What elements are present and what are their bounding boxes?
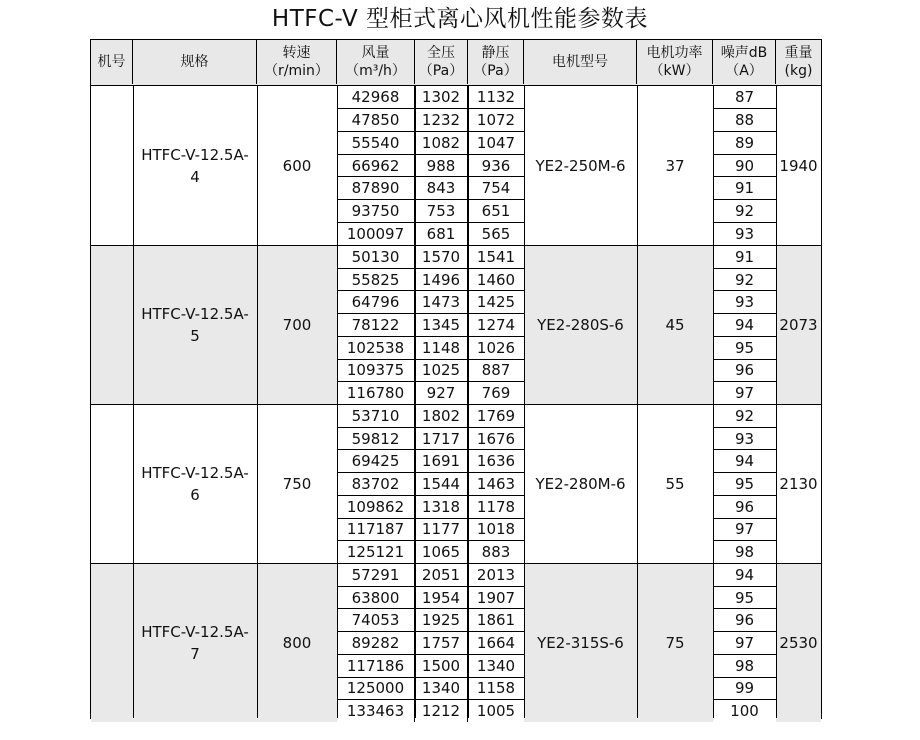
table-row — [337, 541, 524, 563]
spec-cell: HTFC-V-12.5A- 6 — [141, 464, 249, 504]
static-pressure-cell: 565 — [468, 223, 524, 245]
table-row — [713, 269, 776, 292]
header-airflow — [337, 40, 415, 84]
motor-model-cell: YE2-280S-6 — [537, 316, 624, 334]
header-speed-unit: （r/min） — [264, 63, 329, 79]
noise-cell: 92 — [713, 200, 776, 222]
table-row — [337, 632, 524, 655]
header-spec — [133, 40, 257, 84]
performance-points — [337, 405, 524, 563]
static-pressure-cell: 651 — [468, 200, 524, 222]
total-pressure-cell: 1318 — [415, 496, 468, 518]
airflow-cell: 117186 — [337, 655, 415, 677]
static-pressure-cell: 1769 — [468, 405, 524, 427]
speed-cell: 700 — [282, 316, 312, 334]
airflow-cell: 89282 — [337, 632, 415, 654]
header-noise — [713, 40, 776, 84]
static-pressure-cell: 1158 — [468, 678, 524, 700]
static-pressure-cell: 1463 — [468, 473, 524, 495]
airflow-cell: 50130 — [337, 246, 415, 268]
table-row — [337, 700, 524, 722]
airflow-cell: 63800 — [337, 587, 415, 609]
static-pressure-cell: 1907 — [468, 587, 524, 609]
column-divider — [468, 86, 469, 718]
static-pressure-cell: 1861 — [468, 609, 524, 631]
table-row — [337, 519, 524, 542]
airflow-cell: 42968 — [337, 86, 415, 108]
noise-cell: 95 — [713, 473, 776, 495]
noise-cell: 96 — [713, 360, 776, 382]
spec-cell: HTFC-V-12.5A- 4 — [141, 145, 249, 186]
total-pressure-cell: 1345 — [415, 314, 468, 336]
table-row — [713, 428, 776, 451]
table-header — [91, 40, 821, 86]
table-row — [713, 86, 776, 109]
noise-cell: 93 — [713, 291, 776, 313]
model-group — [91, 404, 821, 563]
weight-cell: 2073 — [779, 316, 818, 334]
table-row — [713, 246, 776, 269]
table-row — [713, 155, 776, 178]
motor-power-cell: 37 — [665, 156, 685, 175]
table-row — [337, 428, 524, 451]
header-total-pressure-unit: （Pa） — [418, 63, 464, 79]
total-pressure-cell: 843 — [415, 177, 468, 199]
table-row — [713, 473, 776, 496]
table-row — [713, 291, 776, 314]
motor-power-cell: 55 — [665, 475, 685, 493]
header-static-pressure-unit: （Pa） — [473, 63, 518, 79]
total-pressure-cell: 1544 — [415, 473, 468, 495]
noise-cell: 97 — [713, 519, 776, 541]
header-noise-label: 噪声dB — [720, 45, 768, 61]
static-pressure-cell: 1005 — [468, 700, 524, 722]
total-pressure-cell: 988 — [415, 155, 468, 177]
table-row — [337, 337, 524, 360]
airflow-cell: 55540 — [337, 132, 415, 154]
static-pressure-cell: 1026 — [468, 337, 524, 359]
total-pressure-cell: 1954 — [415, 587, 468, 609]
header-motor-power-unit: （kW） — [649, 63, 700, 79]
header-static-pressure-label: 静压 — [481, 45, 510, 61]
column-divider — [257, 86, 258, 718]
table-row — [713, 678, 776, 701]
column-divider — [133, 86, 134, 718]
table-row — [713, 405, 776, 428]
table-row — [337, 405, 524, 428]
noise-cell: 93 — [713, 428, 776, 450]
noise-cell: 96 — [713, 496, 776, 518]
total-pressure-cell: 1340 — [415, 678, 468, 700]
column-divider — [337, 86, 338, 718]
model-group — [91, 245, 821, 404]
airflow-cell: 64796 — [337, 291, 415, 313]
table-row — [337, 269, 524, 292]
table-row — [337, 246, 524, 269]
total-pressure-cell: 1148 — [415, 337, 468, 359]
noise-cell: 94 — [713, 564, 776, 586]
airflow-cell: 59812 — [337, 428, 415, 450]
speed-cell: 750 — [282, 475, 312, 493]
header-motor-power-label: 电机功率 — [646, 45, 703, 61]
header-total-pressure — [415, 40, 468, 84]
static-pressure-cell: 883 — [468, 541, 524, 563]
header-speed-label: 转速 — [282, 45, 311, 61]
motor-power-cell: 45 — [665, 316, 685, 334]
table-row — [337, 177, 524, 200]
motor-model-cell: YE2-315S-6 — [537, 634, 624, 652]
airflow-cell: 109375 — [337, 360, 415, 382]
noise-points — [713, 86, 776, 245]
static-pressure-cell: 1274 — [468, 314, 524, 336]
total-pressure-cell: 1802 — [415, 405, 468, 427]
total-pressure-cell: 1065 — [415, 541, 468, 563]
table-row — [337, 314, 524, 337]
table-row — [713, 450, 776, 473]
noise-cell: 93 — [713, 223, 776, 245]
airflow-cell: 57291 — [337, 564, 415, 586]
table-row — [713, 382, 776, 404]
airflow-cell: 78122 — [337, 314, 415, 336]
table-row — [713, 541, 776, 563]
total-pressure-cell: 1496 — [415, 269, 468, 291]
speed-cell: 600 — [282, 156, 312, 175]
weight-cell: 1940 — [779, 156, 818, 175]
motor-model-cell: YE2-280M-6 — [535, 475, 626, 493]
table-row — [713, 132, 776, 155]
weight-cell: 2130 — [779, 475, 818, 493]
table-row — [337, 382, 524, 404]
table-row — [337, 609, 524, 632]
airflow-cell: 109862 — [337, 496, 415, 518]
table-row — [337, 155, 524, 178]
header-motor-power — [637, 40, 713, 84]
noise-points — [713, 405, 776, 563]
total-pressure-cell: 1302 — [415, 86, 468, 108]
airflow-cell: 69425 — [337, 450, 415, 472]
column-divider — [713, 86, 714, 718]
spec-cell: HTFC-V-12.5A- 5 — [141, 305, 249, 345]
total-pressure-cell: 753 — [415, 200, 468, 222]
table-row — [337, 86, 524, 109]
noise-cell: 89 — [713, 132, 776, 154]
column-divider — [524, 86, 525, 718]
noise-cell: 94 — [713, 450, 776, 472]
header-spec-label: 规格 — [180, 54, 209, 70]
table-row — [713, 609, 776, 632]
total-pressure-cell: 1500 — [415, 655, 468, 677]
table-row — [713, 632, 776, 655]
total-pressure-cell: 1925 — [415, 609, 468, 631]
speed-cell: 800 — [282, 634, 312, 652]
noise-points — [713, 564, 776, 722]
total-pressure-cell: 927 — [415, 382, 468, 404]
header-airflow-label: 风量 — [361, 45, 390, 61]
header-motor-model — [524, 40, 637, 84]
performance-table — [90, 39, 822, 719]
airflow-cell: 116780 — [337, 382, 415, 404]
table-row — [337, 564, 524, 587]
table-row — [713, 223, 776, 245]
total-pressure-cell: 1570 — [415, 246, 468, 268]
model-group — [91, 86, 821, 245]
static-pressure-cell: 936 — [468, 155, 524, 177]
noise-cell: 97 — [713, 382, 776, 404]
airflow-cell: 47850 — [337, 109, 415, 131]
header-weight-unit: (kg) — [784, 63, 813, 79]
table-row — [713, 360, 776, 383]
static-pressure-cell: 1132 — [468, 86, 524, 108]
total-pressure-cell: 2051 — [415, 564, 468, 586]
static-pressure-cell: 1425 — [468, 291, 524, 313]
total-pressure-cell: 1757 — [415, 632, 468, 654]
noise-cell: 95 — [713, 337, 776, 359]
noise-cell: 87 — [713, 86, 776, 108]
static-pressure-cell: 1178 — [468, 496, 524, 518]
noise-cell: 94 — [713, 314, 776, 336]
motor-model-cell: YE2-250M-6 — [535, 156, 626, 175]
spec-cell: HTFC-V-12.5A- 7 — [141, 623, 249, 663]
table-row — [337, 132, 524, 155]
table-row — [713, 655, 776, 678]
airflow-cell: 93750 — [337, 200, 415, 222]
page-title: HTFC-V 型柜式离心风机性能参数表 — [271, 6, 649, 32]
airflow-cell: 125121 — [337, 541, 415, 563]
noise-cell: 98 — [713, 655, 776, 677]
header-noise-unit: （A） — [725, 63, 763, 79]
table-row — [337, 587, 524, 610]
airflow-cell: 100097 — [337, 223, 415, 245]
header-weight-label: 重量 — [784, 45, 813, 61]
static-pressure-cell: 754 — [468, 177, 524, 199]
performance-points — [337, 564, 524, 722]
table-row — [337, 291, 524, 314]
static-pressure-cell: 769 — [468, 382, 524, 404]
header-machine-no-label: 机号 — [97, 54, 126, 70]
noise-cell: 88 — [713, 109, 776, 131]
weight-cell: 2530 — [779, 634, 818, 652]
airflow-cell: 117187 — [337, 519, 415, 541]
total-pressure-cell: 681 — [415, 223, 468, 245]
table-row — [713, 200, 776, 223]
noise-cell: 90 — [713, 155, 776, 177]
airflow-cell: 87890 — [337, 177, 415, 199]
total-pressure-cell: 1025 — [415, 360, 468, 382]
header-total-pressure-label: 全压 — [427, 45, 455, 61]
static-pressure-cell: 1676 — [468, 428, 524, 450]
noise-cell: 92 — [713, 269, 776, 291]
noise-cell: 97 — [713, 632, 776, 654]
airflow-cell: 102538 — [337, 337, 415, 359]
noise-cell: 96 — [713, 609, 776, 631]
header-airflow-unit: （m³/h） — [345, 63, 406, 79]
noise-cell: 100 — [713, 700, 776, 722]
table-row — [337, 360, 524, 383]
static-pressure-cell: 1047 — [468, 132, 524, 154]
static-pressure-cell: 2013 — [468, 564, 524, 586]
table-row — [713, 337, 776, 360]
total-pressure-cell: 1212 — [415, 700, 468, 722]
header-speed — [257, 40, 337, 84]
static-pressure-cell: 1664 — [468, 632, 524, 654]
static-pressure-cell: 1340 — [468, 655, 524, 677]
noise-cell: 95 — [713, 587, 776, 609]
airflow-cell: 74053 — [337, 609, 415, 631]
table-row — [713, 109, 776, 132]
airflow-cell: 53710 — [337, 405, 415, 427]
table-row — [713, 564, 776, 587]
performance-points — [337, 246, 524, 404]
column-divider — [637, 86, 638, 718]
table-row — [337, 223, 524, 245]
total-pressure-cell: 1232 — [415, 109, 468, 131]
total-pressure-cell: 1717 — [415, 428, 468, 450]
motor-power-cell: 75 — [665, 634, 685, 652]
noise-cell: 92 — [713, 405, 776, 427]
model-group — [91, 563, 821, 722]
performance-points — [337, 86, 524, 245]
table-row — [337, 678, 524, 701]
total-pressure-cell: 1473 — [415, 291, 468, 313]
noise-cell: 99 — [713, 678, 776, 700]
static-pressure-cell: 1460 — [468, 269, 524, 291]
table-row — [337, 200, 524, 223]
table-row — [713, 587, 776, 610]
airflow-cell: 55825 — [337, 269, 415, 291]
airflow-cell: 66962 — [337, 155, 415, 177]
static-pressure-cell: 1018 — [468, 519, 524, 541]
noise-cell: 91 — [713, 246, 776, 268]
total-pressure-cell: 1082 — [415, 132, 468, 154]
static-pressure-cell: 1541 — [468, 246, 524, 268]
airflow-cell: 133463 — [337, 700, 415, 722]
static-pressure-cell: 1636 — [468, 450, 524, 472]
header-static-pressure — [468, 40, 524, 84]
total-pressure-cell: 1177 — [415, 519, 468, 541]
column-divider — [776, 86, 777, 718]
table-row — [337, 473, 524, 496]
table-row — [713, 519, 776, 542]
airflow-cell: 125000 — [337, 678, 415, 700]
table-row — [713, 177, 776, 200]
header-weight — [776, 40, 821, 84]
static-pressure-cell: 887 — [468, 360, 524, 382]
table-row — [337, 496, 524, 519]
table-row — [337, 109, 524, 132]
table-row — [713, 314, 776, 337]
noise-points — [713, 246, 776, 404]
airflow-cell: 83702 — [337, 473, 415, 495]
table-row — [337, 450, 524, 473]
noise-cell: 98 — [713, 541, 776, 563]
total-pressure-cell: 1691 — [415, 450, 468, 472]
header-machine-no — [91, 40, 133, 84]
table-row — [713, 496, 776, 519]
column-divider — [415, 86, 416, 718]
table-row — [337, 655, 524, 678]
table-row — [713, 700, 776, 722]
header-motor-model-label: 电机型号 — [552, 54, 608, 70]
noise-cell: 91 — [713, 177, 776, 199]
static-pressure-cell: 1072 — [468, 109, 524, 131]
